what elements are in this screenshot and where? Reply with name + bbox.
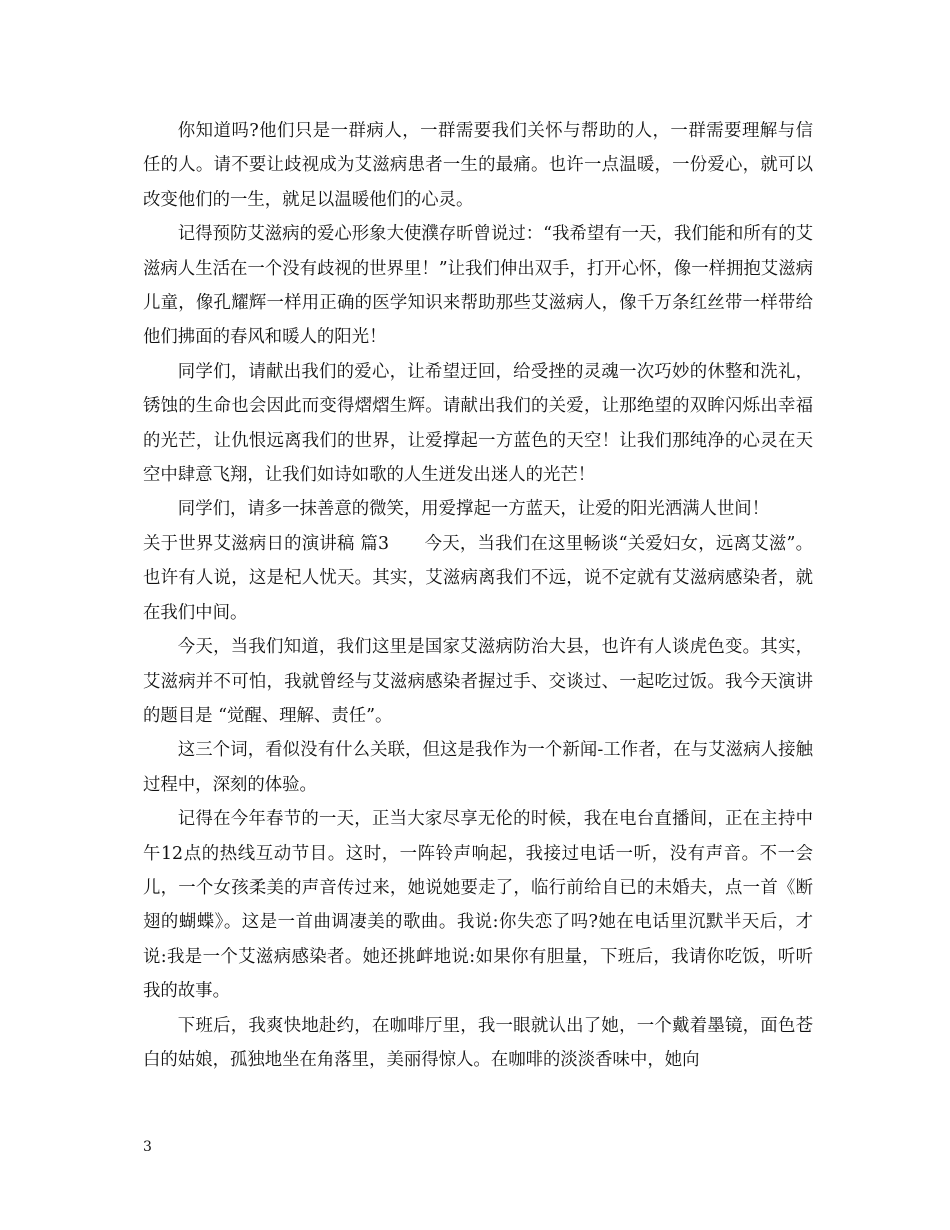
body-text: [143, 114, 813, 1077]
paragraph-6: 今天，当我们知道，我们这里是国家艾滋病防治大县，也许有人谈虎色变。其实，艾滋病并不可怕，我就曾经与艾滋病感染者握过手、交谈过、一起吃过饭。我今天演讲的题目是 “觉醒、理解、责任”。: [143, 637, 813, 726]
paragraph-9: 下班后，我爽快地赴约，在咖啡厅里，我一眼就认出了她，一个戴着墨镜，面色苍白的姑娘，孤独地坐在角落里，美丽得惊人。在咖啡的淡淡香味中，她向: [143, 1015, 813, 1070]
paragraph-2: 记得预防艾滋病的爱心形象大使濮存昕曾说过：“我希望有一天，我们能和所有的艾滋病人生活在一个没有歧视的世界里！”让我们伸出双手，打开心怀，像一样拥抱艾滋病儿童，像孔耀辉一样用正确的医学知识来帮助那些艾滋病人，像千万条红丝带一样带给他们拂面的春风和暖人的阳光！: [143, 224, 813, 348]
page-number: 3: [143, 1139, 152, 1155]
paragraph-4: 同学们，请多一抹善意的微笑，用爱撑起一方蓝天，让爱的阳光洒满人世间！: [177, 499, 770, 520]
paragraph-8: 记得在今年春节的一天，正当大家尽享无伦的时候，我在电台直播间，正在主持中午12点的热线互动节目。这时，一阵铃声响起，我接过电话一听，没有声音。不一会儿，一个女孩柔美的声音传过来，她说她要走了，临行前给自已的未婚夫，点一首《断翅的蝴蝶》。这是一首曲调凄美的歌曲。我说:你失恋了吗?她在电话里沉默半天后，才说:我是一个艾滋病感染者。她还挑衅地说:如果你有胆量，下班后，我请你吃饭，听听我的故事。: [143, 809, 813, 1002]
paragraph-5-section-heading: 关于世界艾滋病日的演讲稿 篇3 今天，当我们在这里畅谈“关爱妇女，远离艾滋”。也许有人说，这是杞人忧天。其实，艾滋病离我们不远，说不定就有艾滋病感染者，就在我们中间。: [143, 533, 813, 623]
paragraph-3: 同学们，请献出我们的爱心，让希望迂回，给受挫的灵魂一次巧妙的休整和洗礼，锈蚀的生命也会因此而变得熠熠生辉。请献出我们的关爱，让那绝望的双眸闪烁出幸福的光芒，让仇恨远离我们的世界，让爱撑起一方蓝色的天空！让我们那纯净的心灵在天空中肆意飞翔，让我们如诗如歌的人生迸发出迷人的光芒！: [143, 361, 813, 486]
paragraph-1: 你知道吗?他们只是一群病人，一群需要我们关怀与帮助的人，一群需要理解与信任的人。请不要让歧视成为艾滋病患者一生的最痛。也许一点温暖，一份爱心，就可以改变他们的一生，就足以温暖他们的心灵。: [143, 121, 813, 210]
paragraph-7: 这三个词，看似没有什么关联，但这是我作为一个新闻-工作者，在与艾滋病人接触过程中，深刻的体验。: [143, 740, 813, 795]
